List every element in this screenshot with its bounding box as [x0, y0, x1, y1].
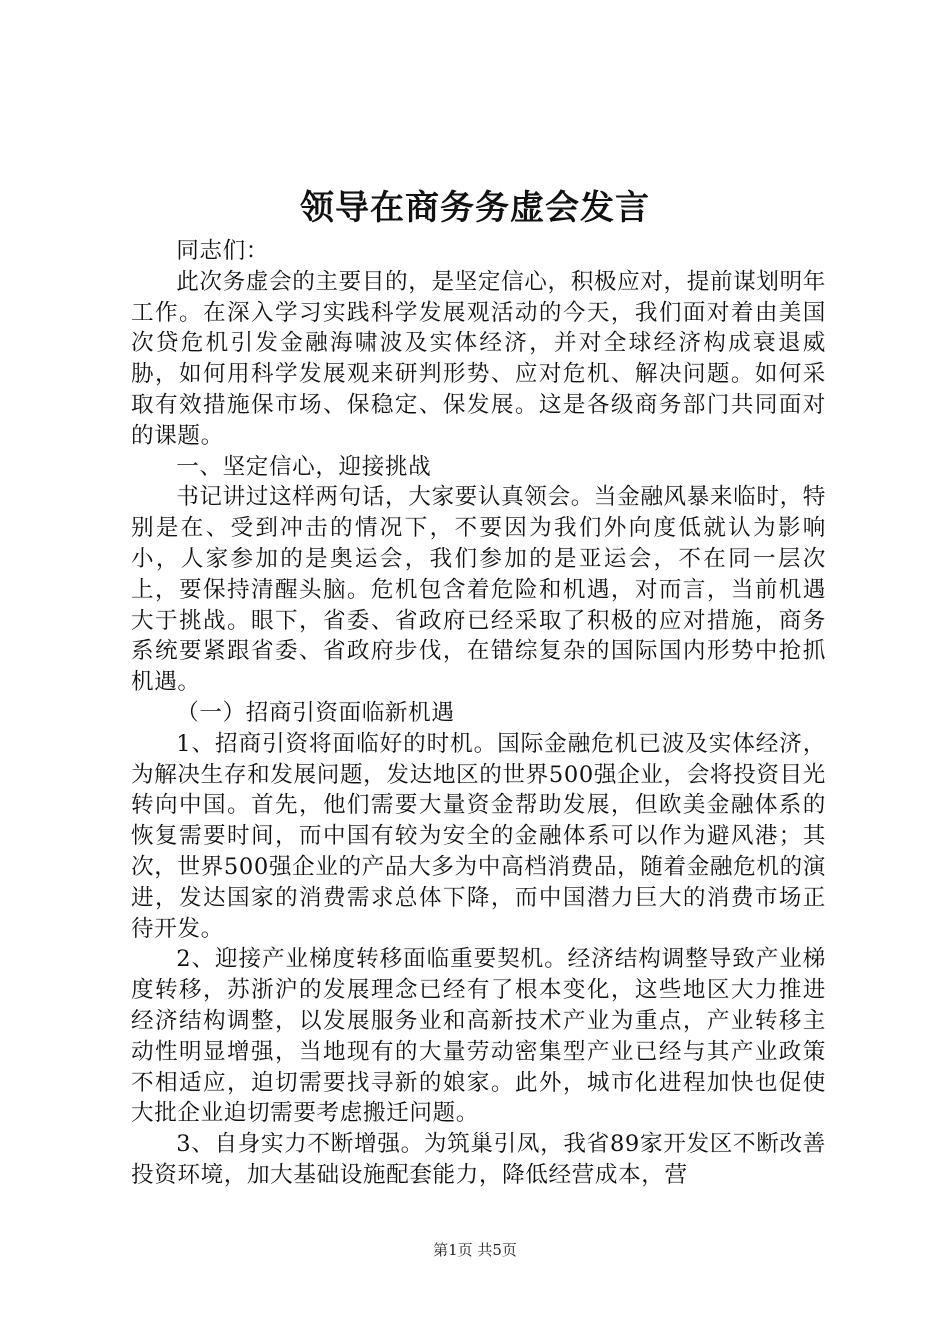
paragraph: 3、自身实力不断增强。为筑巢引凤，我省89家开发区不断改善投资环境，加大基础设施配套能力，降低经营成本，营	[131, 1131, 826, 1188]
paragraph: 1、招商引资将面临好的时机。国际金融危机已波及实体经济，为解决生存和发展问题，发达地区的世界500强企业，会将投资目光转向中国。首先，他们需要大量资金帮助发展，但欧美金融体系的恢复需要时间，而中国有较为安全的金融体系可以作为避风港；其次，世界500强企业的产品大多为中高档消费品，随着金融危机的演进，发达国家的消费需求总体下降，而中国潜力巨大的消费市场正待开发。	[131, 730, 826, 942]
subsection-heading: （一）招商引资面临新机遇	[176, 699, 455, 726]
paragraph: 此次务虚会的主要目的，是坚定信心，积极应对，提前谋划明年工作。在深入学习实践科学发展观活动的今天，我们面对着由美国次贷危机引发金融海啸波及实体经济，并对全球经济构成衰退威胁，如何用科学发展观来研判形势、应对危机、解决问题。如何采取有效措施保市场、保稳定、保发展。这是各级商务部门共同面对的课题。	[131, 268, 826, 449]
page-footer: 第1页 共5页	[433, 1241, 517, 1259]
salutation: 同志们：	[176, 238, 269, 264]
paragraph: 2、迎接产业梯度转移面临重要契机。经济结构调整导致产业梯度转移，苏浙沪的发展理念已经有了根本变化，这些地区大力推进经济结构调整，以发展服务业和高新技术产业为重点，产业转移主动性明显增强，当地现有的大量劳动密集型产业已经与其产业政策不相适应，迫切需要找寻新的娘家。此外，城市化进程加快也促使大批企业迫切需要考虑搬迁问题。	[131, 946, 826, 1127]
paragraph: 书记讲过这样两句话，大家要认真领会。当金融风暴来临时，特别是在、受到冲击的情况下，不要因为我们外向度低就认为影响小，人家参加的是奥运会，我们参加的是亚运会，不在同一层次上，要保持清醒头脑。危机包含着危险和机遇，对而言，当前机遇大于挑战。眼下，省委、省政府已经采取了积极的应对措施，商务系统要紧跟省委、省政府步伐，在错综复杂的国际国内形势中抢抓机遇。	[131, 484, 826, 696]
section-heading: 一、坚定信心，迎接挑战	[176, 453, 432, 480]
document-body	[131, 236, 826, 1191]
document-title: 领导在商务务虚会发言	[300, 188, 650, 228]
